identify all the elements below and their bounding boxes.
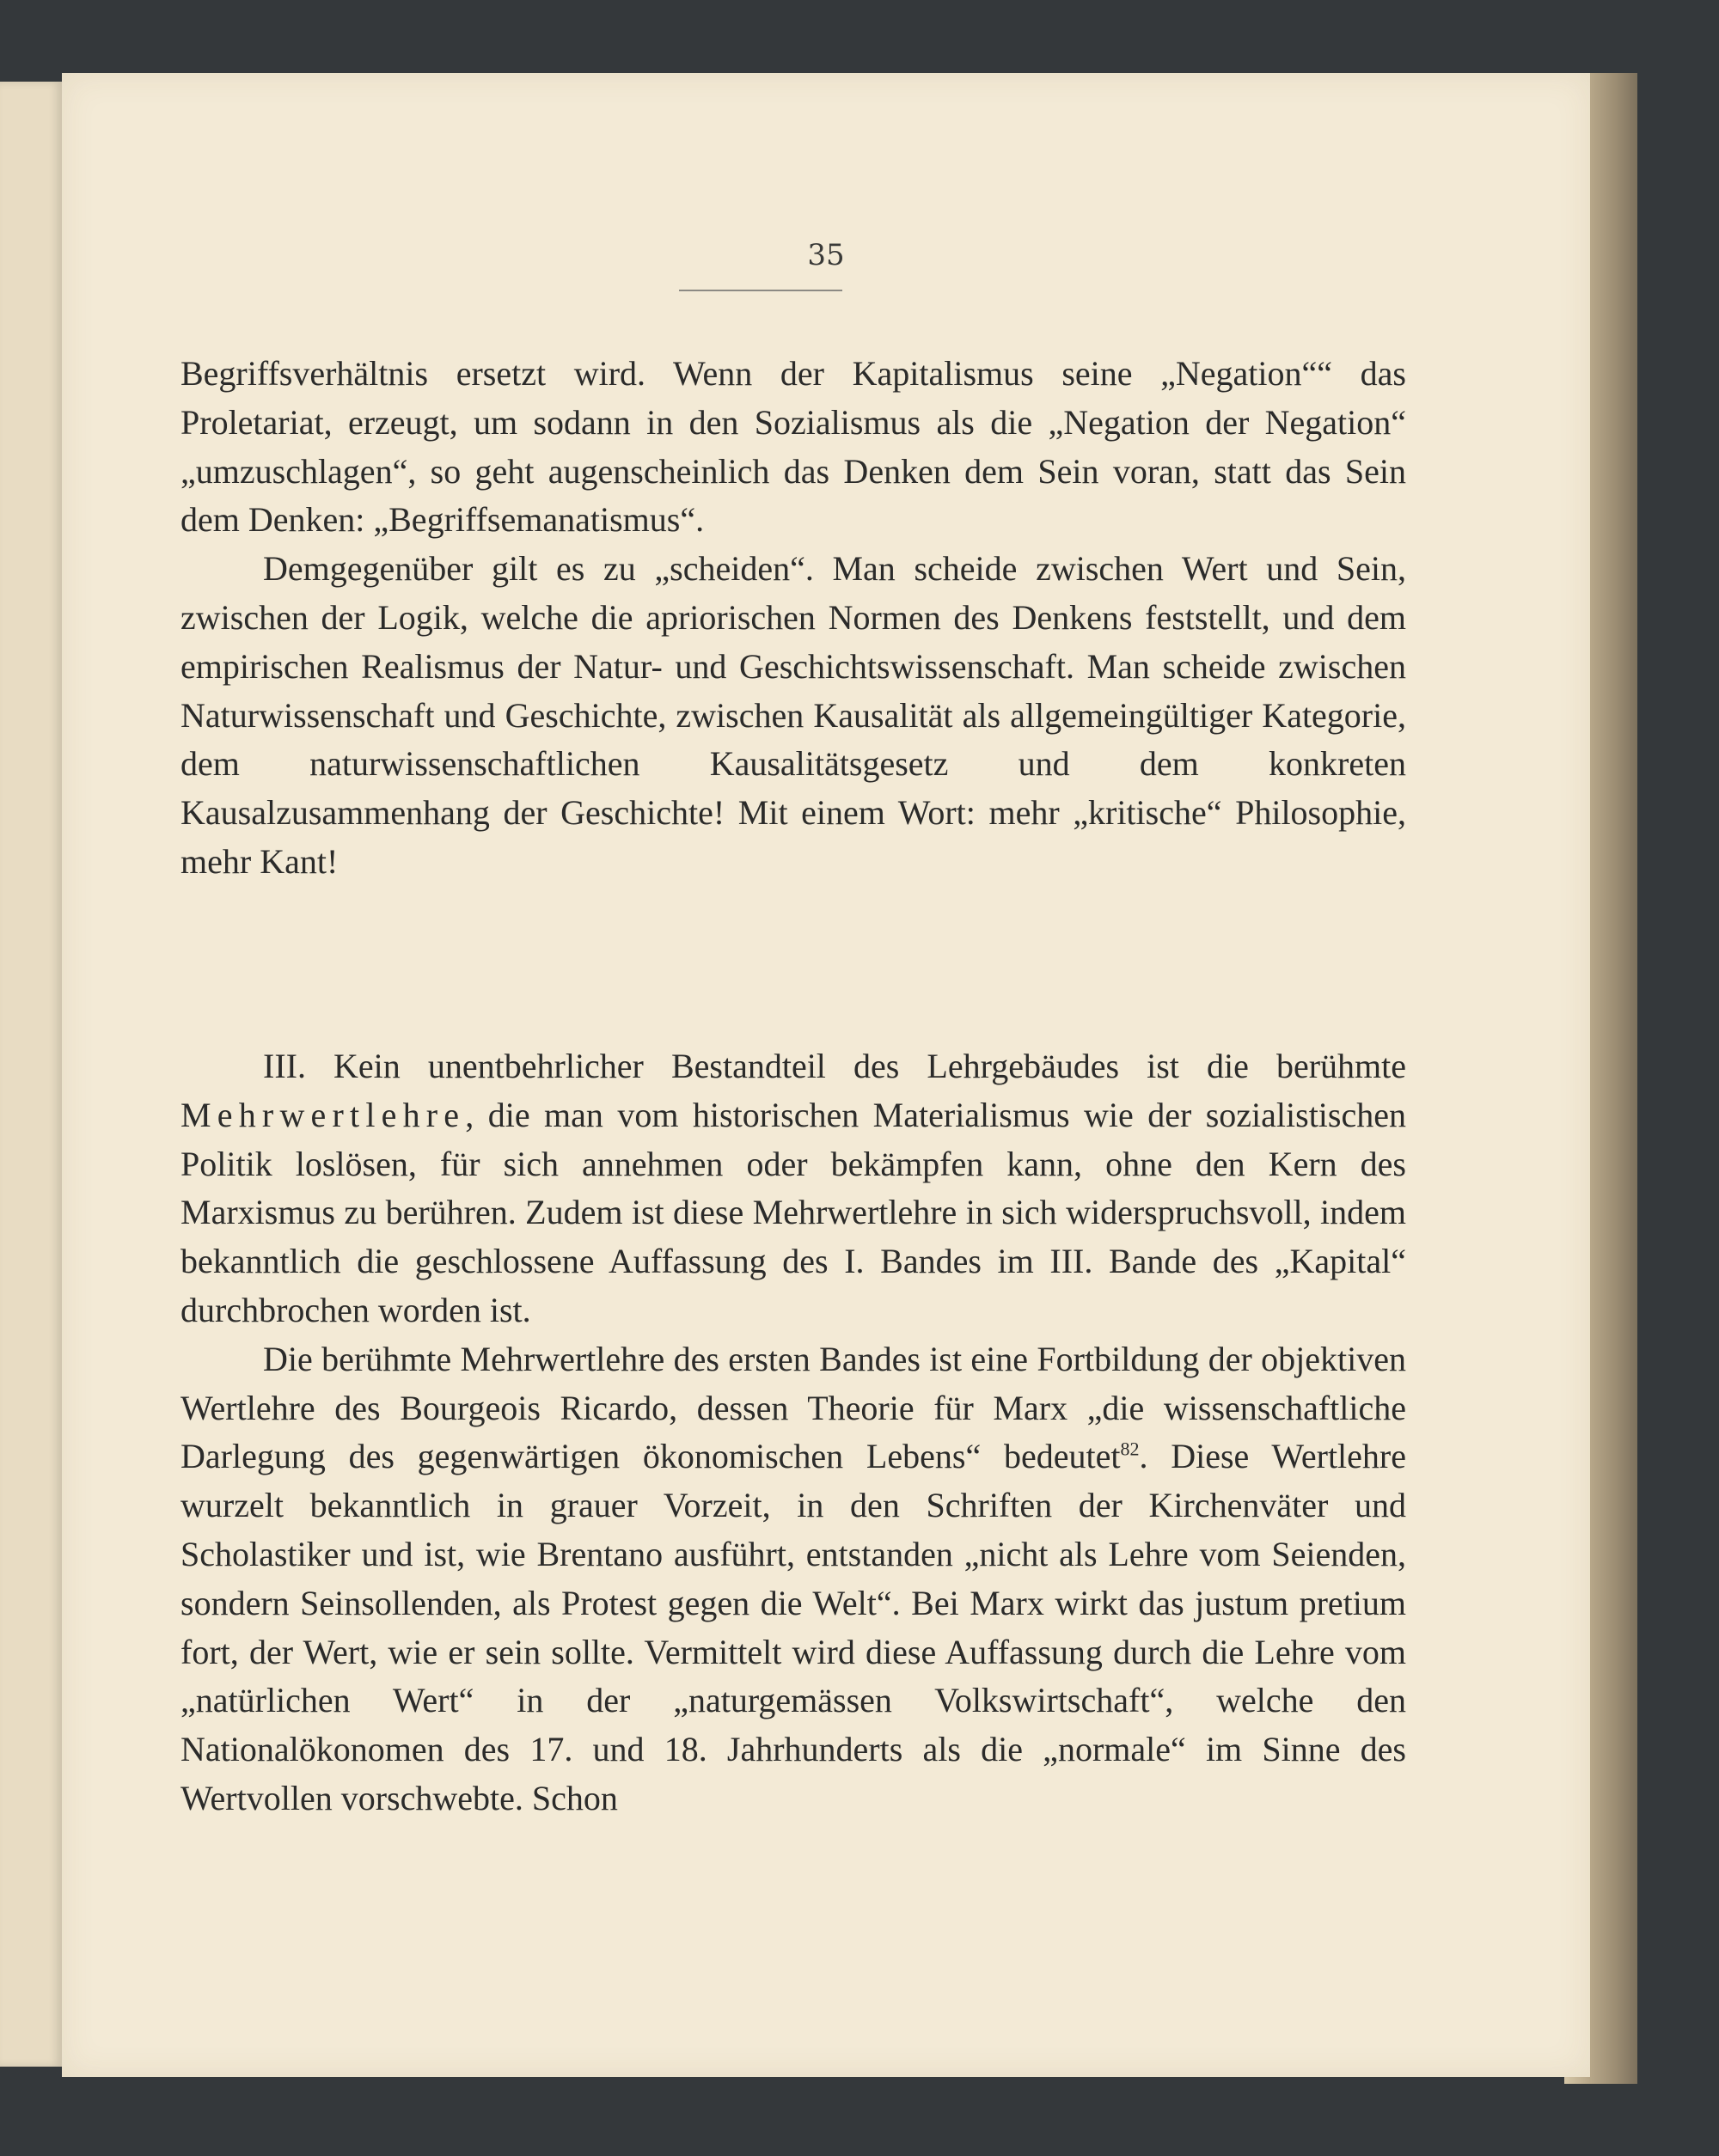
paragraph-mehrwertlehre-start: III. Kein unentbehrlicher Bestandteil des Lehrgebäudes ist die berühmte — [263, 1047, 1406, 1085]
left-page-edge — [0, 82, 64, 2067]
paragraph-ricardo — [180, 1335, 1406, 1823]
footnote-reference: 82 — [1120, 1438, 1140, 1461]
book-page — [62, 73, 1590, 2077]
text-section-2 — [180, 1042, 1406, 1823]
paragraph-ricardo-rest: . Diese Wertlehre wurzelt bekanntlich in grauer Vorzeit, in den Schriften der Kirchenväter und Scholastiker und ist, wie Brentano ausführt, entstanden „nicht als Lehre vom Seienden, sondern Seinsollenden, als Protest gegen die Welt“. Bei Marx wirkt das justum pretium fort, der Wert, wie er sein sollte. Vermittelt wird diese Auffassung durch die Lehre vom „natürlichen Wert“ in der „naturgemässen Volkswirtschaft“, welche den Nationalökonomen des 17. und 18. Jahrhunderts als die „normale“ im Sinne des Wertvollen vorschwebte. Schon — [180, 1437, 1407, 1817]
spaced-term-mehrwertlehre: Mehrwertlehre — [180, 1095, 466, 1134]
paragraph-mehrwertlehre-rest: , die man vom historischen Materialismus wie der sozialistischen Politik loslösen, für sich annehmen oder bekämpfen kann, ohne den Kern des Marxismus zu berühren. Zudem ist diese Mehrwertlehre in sich widerspruchsvoll, indem bekanntlich die geschlossene Auffassung des I. Bandes im III. Bande des „Kapital“ durchbrochen worden ist. — [180, 1095, 1406, 1329]
page-number-rule — [679, 290, 842, 291]
paragraph-begriffsverhaeltnis: Begriffsverhältnis ersetzt wird. Wenn der Kapitalismus seine „Negation““ das Proletariat, erzeugt, um sodann in den Sozialismus als die „Negation der Negation“ „umzuschlagen“, so geht augenscheinlich das Denken dem Sein voran, statt das Sein dem Denken: „Begriffsemanatismus“. — [180, 354, 1406, 540]
text-section-1 — [180, 350, 1406, 887]
page-number: 35 — [807, 238, 845, 272]
paragraph-mehrwertlehre — [180, 1042, 1406, 1335]
paragraph-demgegenueber: Demgegenüber gilt es zu „scheiden“. Man scheide zwischen Wert und Sein, zwischen der Logik, welche die apriorischen Normen des Denkens feststellt, und dem empirischen Realismus der Natur- und Geschichtswissenschaft. Man scheide zwischen Naturwissenschaft und Geschichte, zwischen Kausalität als allgemeingültiger Kategorie, dem naturwissenschaftlichen Kausalitätsgesetz und dem konkreten Kausalzusammenhang der Geschichte! Mit einem Wort: mehr „kritische“ Philosophie, mehr Kant! — [180, 549, 1406, 881]
paragraph-ricardo-start: Die berühmte Mehrwertlehre des ersten Bandes ist eine Fortbildung der objektiven Wertlehre des Bourgeois Ricardo, dessen Theorie für Marx „die wissenschaftliche Darlegung des gegenwärtigen ökonomischen Lebens“ bedeutet — [180, 1339, 1406, 1476]
